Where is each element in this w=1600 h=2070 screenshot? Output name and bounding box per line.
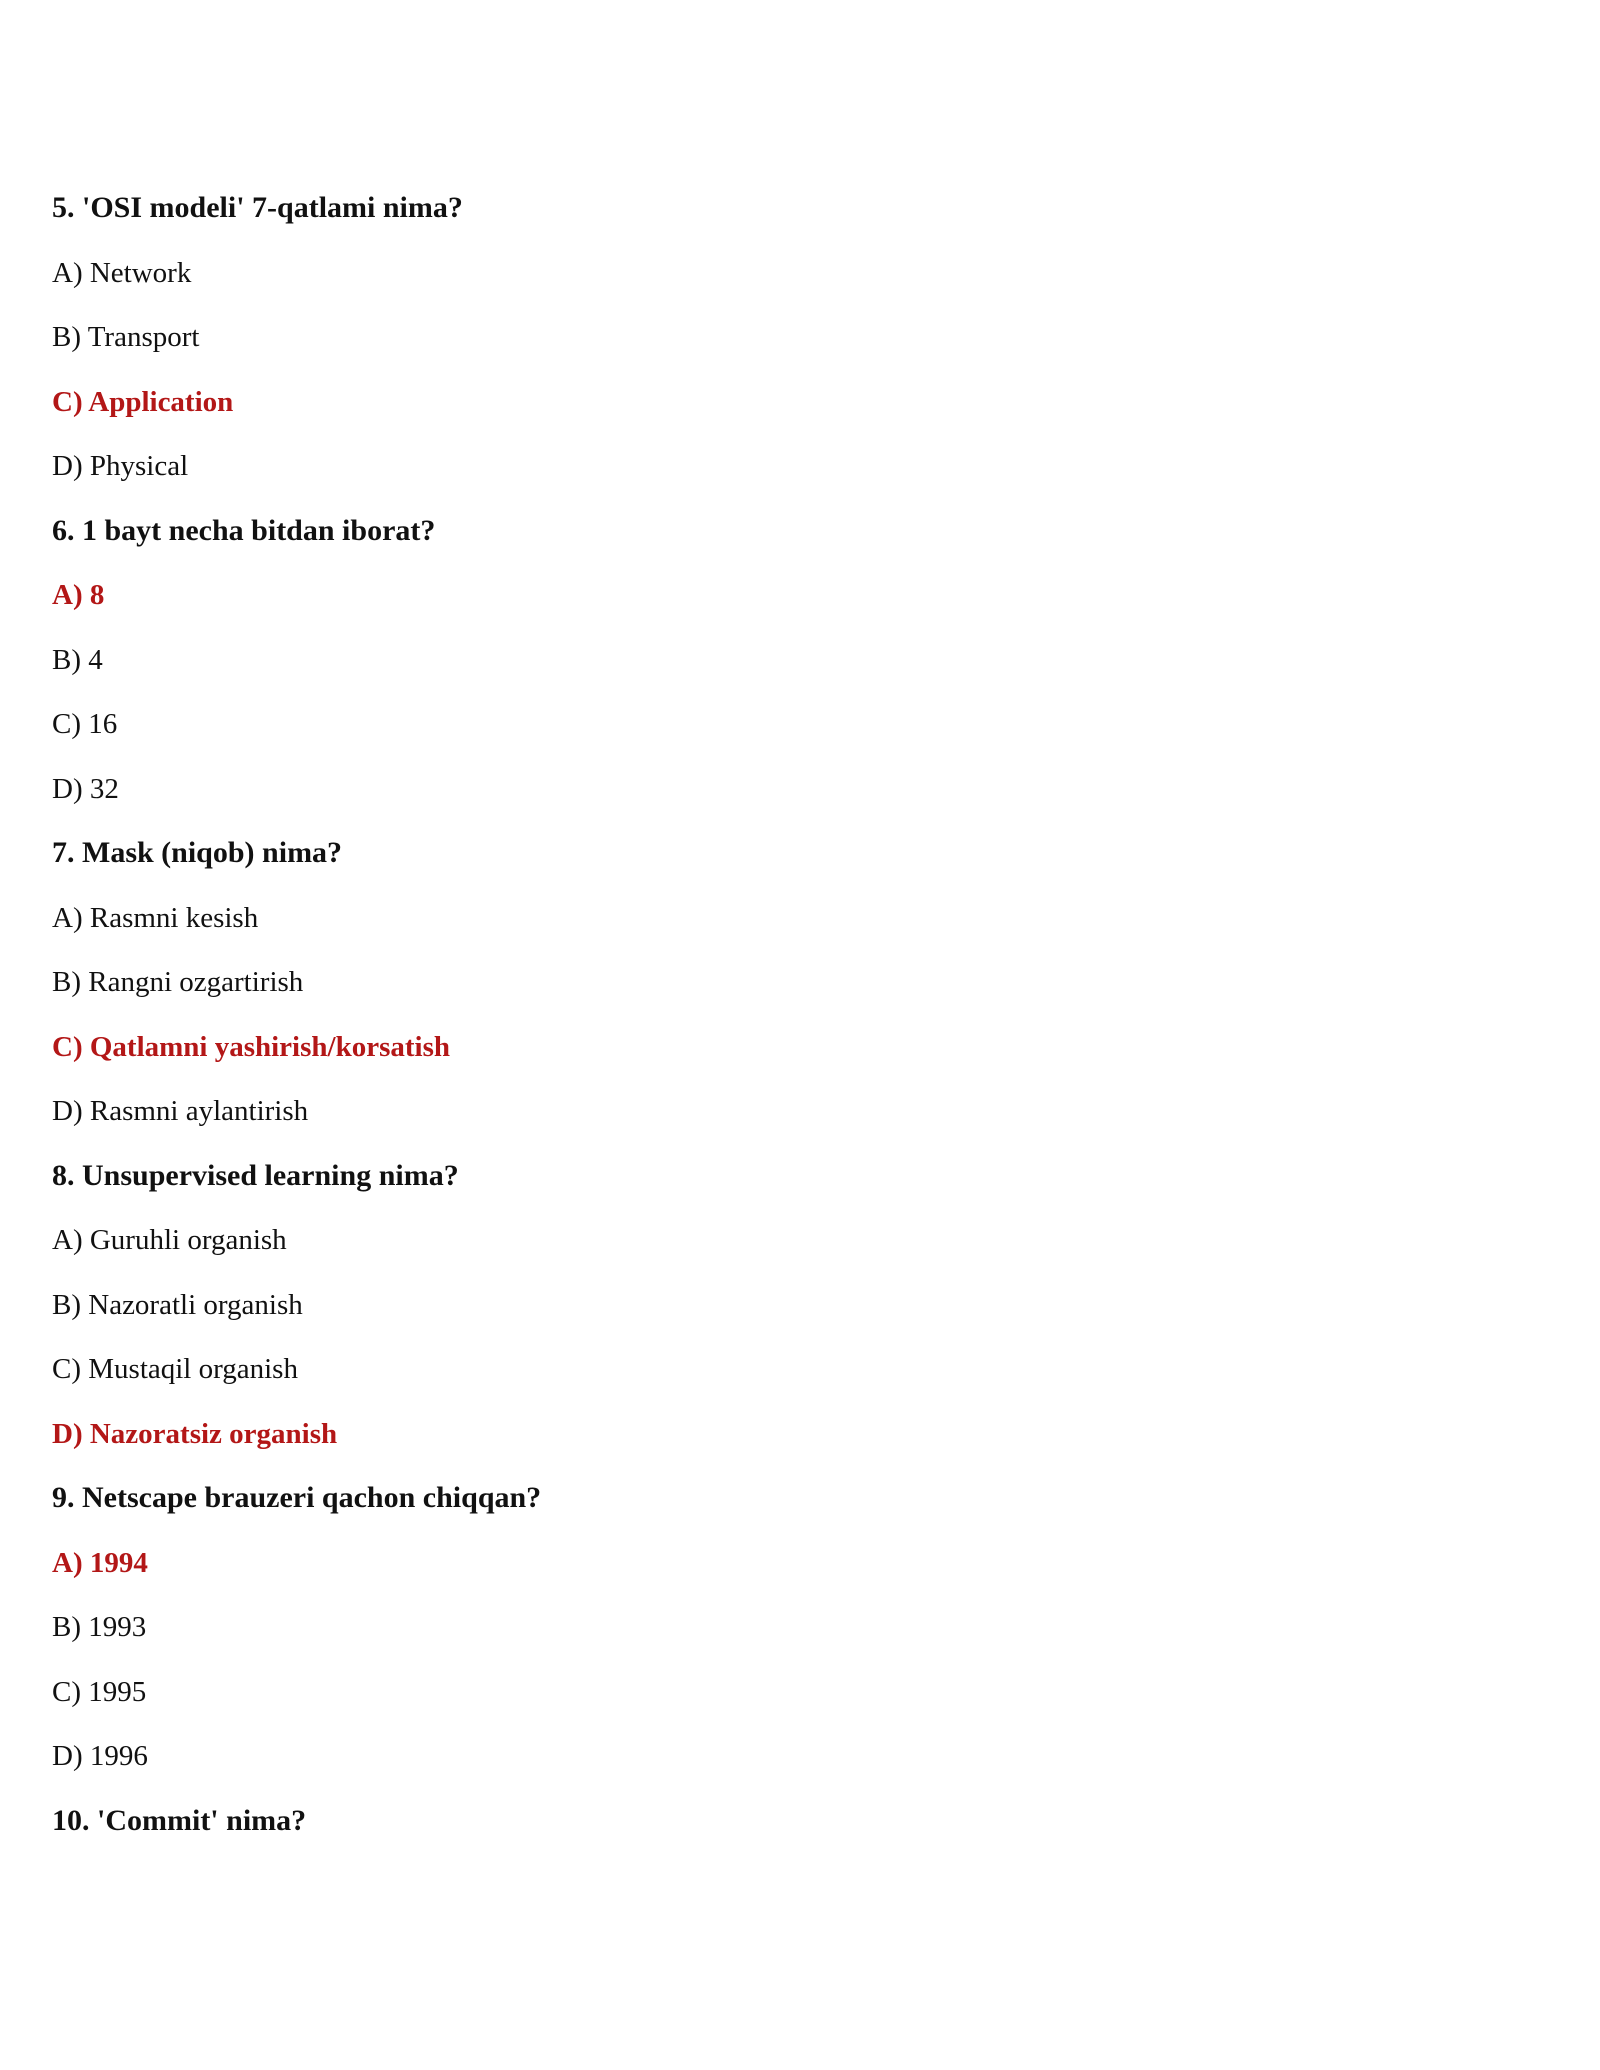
answer-option: C) 1995 [52, 1675, 147, 1708]
question-title: 8. Unsupervised learning nima? [52, 1158, 459, 1192]
question-title: 6. 1 bayt necha bitdan iborat? [52, 513, 436, 547]
answer-option: D) Rasmni aylantirish [52, 1095, 309, 1127]
answer-option: A) Network [52, 256, 192, 289]
answer-option: B) Transport [52, 321, 200, 353]
answer-option: D) Physical [52, 450, 189, 482]
answer-option: B) Rangni ozgartirish [52, 966, 304, 998]
answer-option: C) 16 [52, 708, 118, 740]
answer-option: C) Mustaqil organish [52, 1353, 298, 1385]
quiz-content [52, 180, 1552, 1857]
question-title: 7. Mask (niqob) nima? [52, 836, 343, 869]
correct-answer-option: A) 8 [52, 579, 105, 611]
correct-answer-option: A) 1994 [52, 1546, 148, 1579]
question-title: 5. 'OSI modeli' 7-qatlami nima? [52, 191, 463, 224]
correct-answer-option: C) Qatlamni yashirish/korsatish [52, 1030, 450, 1063]
correct-answer-option: C) Application [52, 385, 234, 418]
answer-option: D) 32 [52, 772, 119, 805]
question-title: 10. 'Commit' nima? [52, 1803, 307, 1837]
answer-option: A) Guruhli organish [52, 1224, 287, 1256]
question-title: 9. Netscape brauzeri qachon chiqqan? [52, 1481, 542, 1514]
answer-option: B) 1993 [52, 1611, 147, 1643]
answer-option: B) Nazoratli organish [52, 1288, 303, 1321]
answer-option: B) 4 [52, 643, 103, 676]
answer-option: D) 1996 [52, 1740, 148, 1772]
correct-answer-option: D) Nazoratsiz organish [52, 1417, 338, 1450]
answer-option: A) Rasmni kesish [52, 901, 259, 934]
